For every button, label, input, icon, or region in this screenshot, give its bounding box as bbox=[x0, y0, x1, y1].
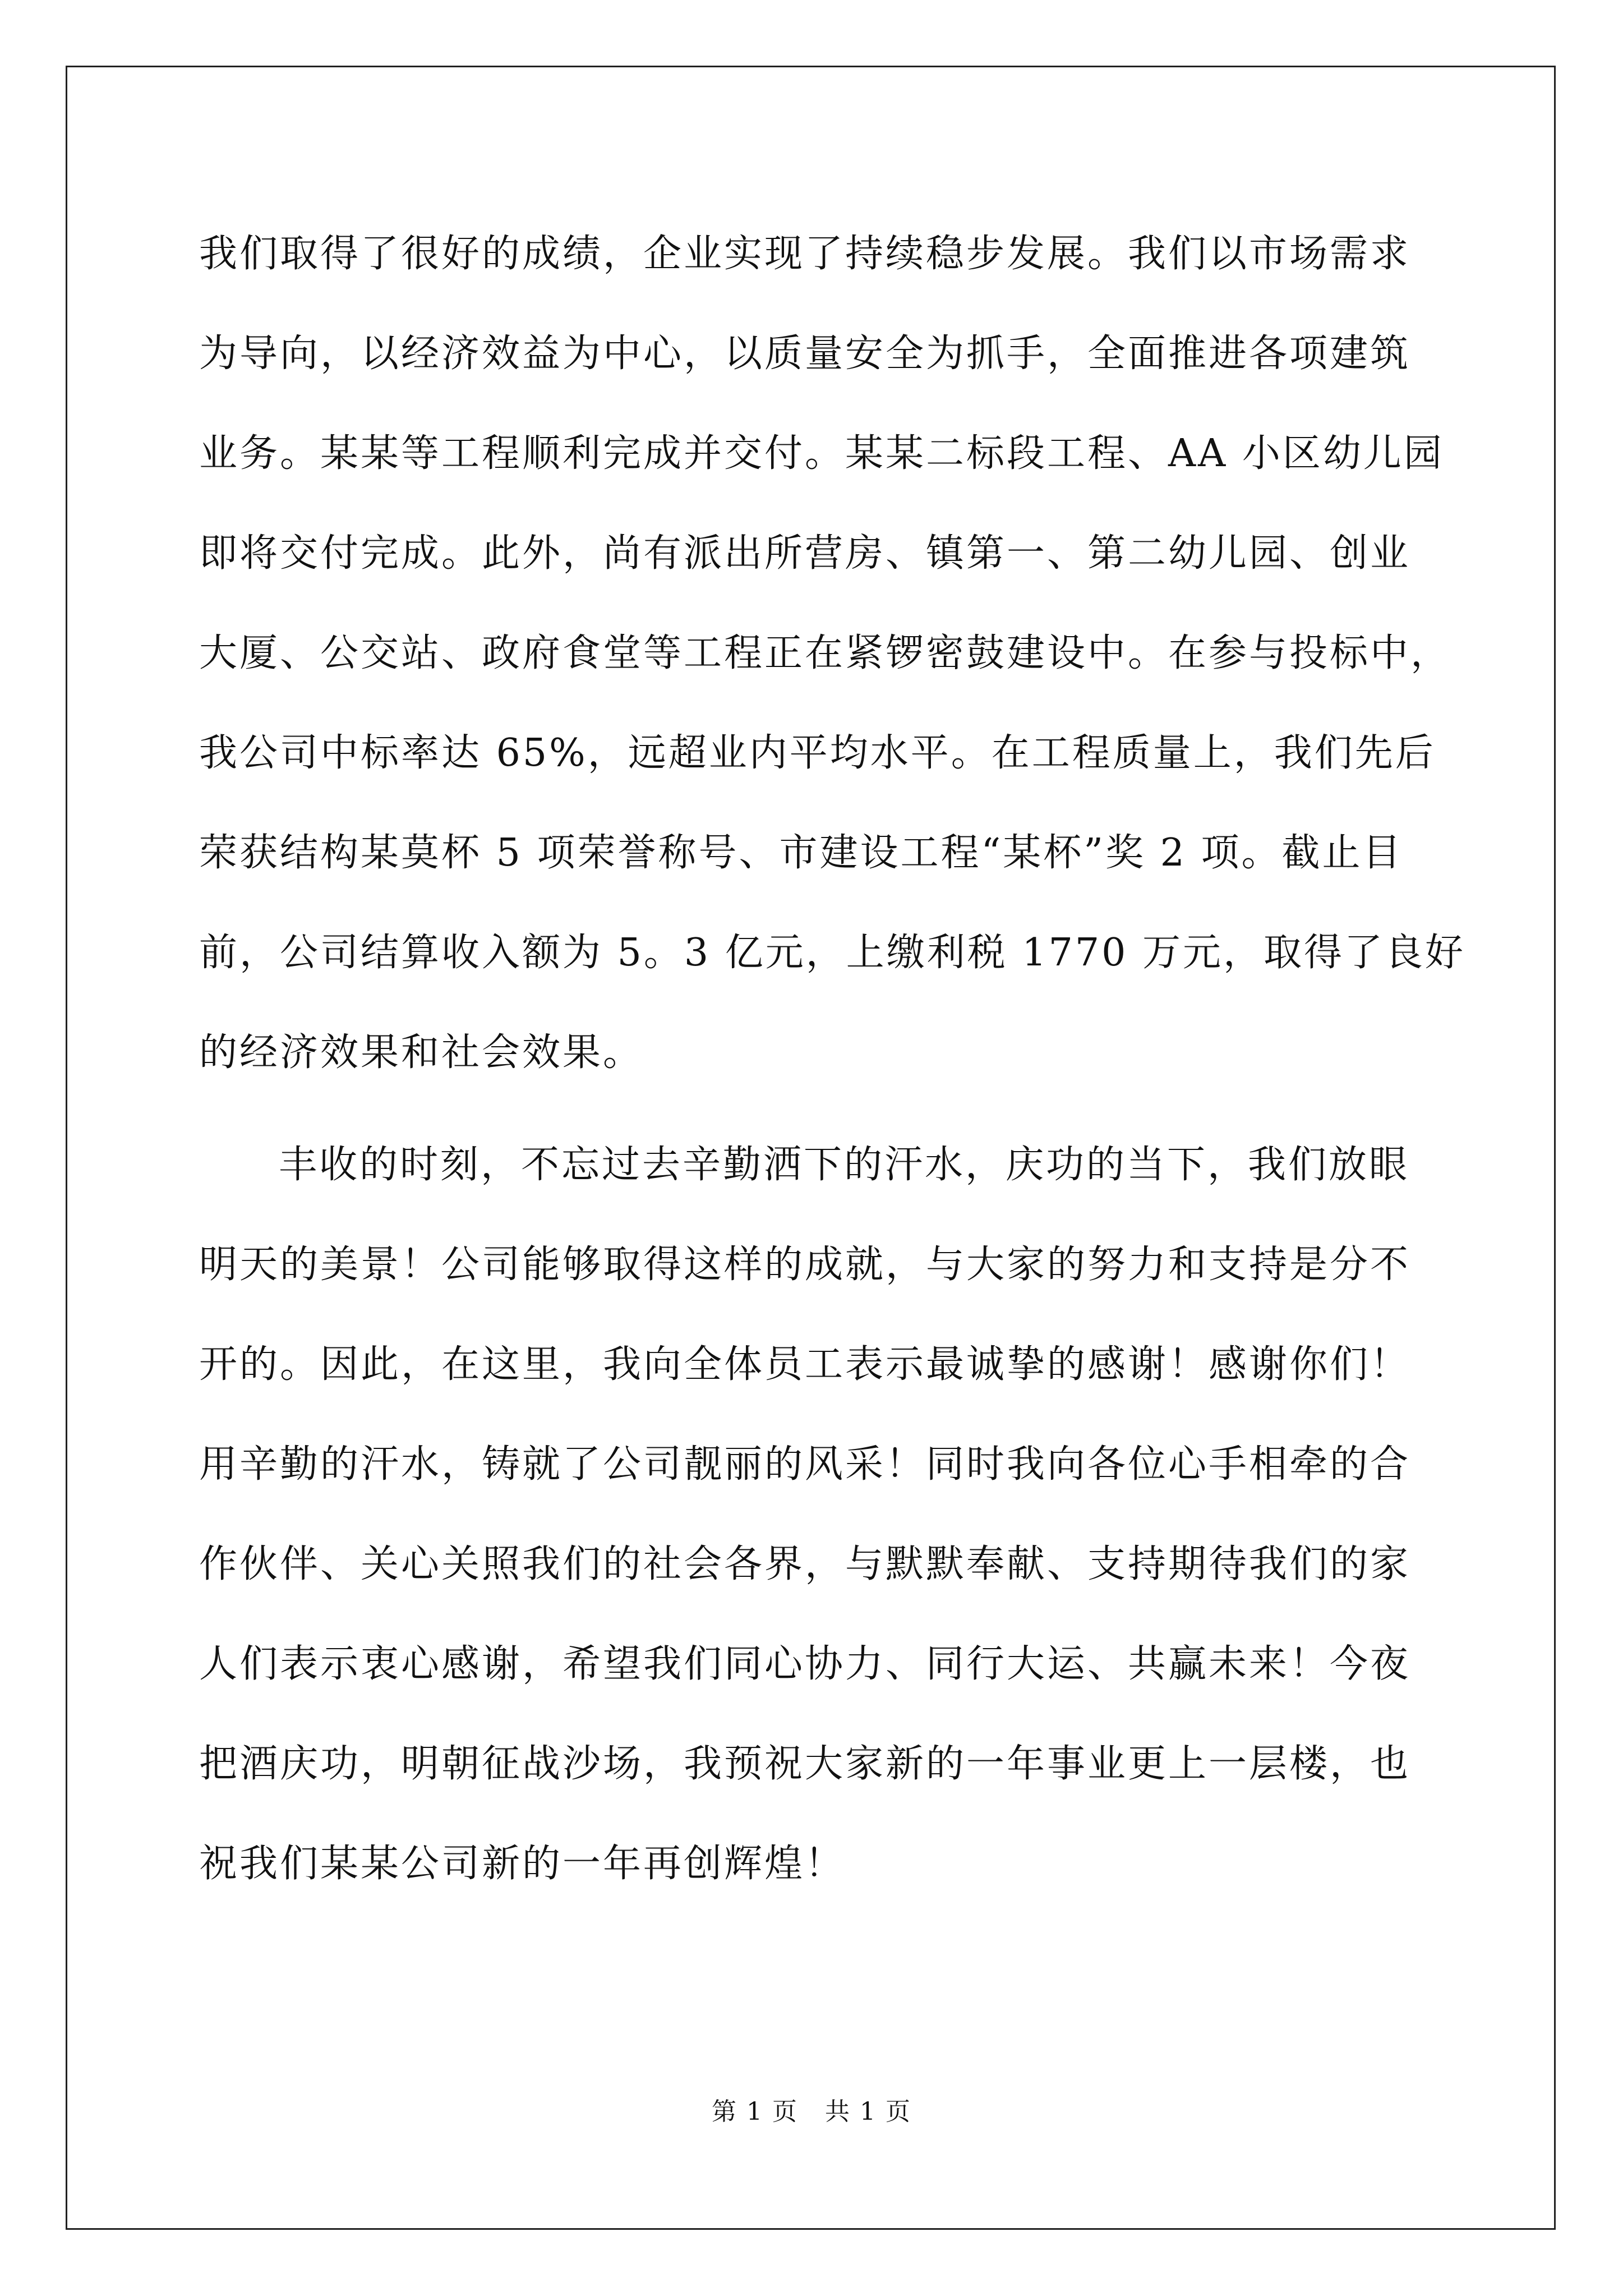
paragraph-2-line-5: 作伙伴、关心关照我们的社会各界，与默默奉献、支持期待我们的家 bbox=[199, 1542, 1411, 1586]
paragraph-1-line-9: 的经济效果和社会效果。 bbox=[199, 1030, 644, 1075]
paragraph-2-line-8: 祝我们某某公司新的一年再创辉煌！ bbox=[199, 1842, 846, 1886]
paragraph-1-line-1: 我们取得了很好的成绩，企业实现了持续稳步发展。我们以市场需求 bbox=[199, 232, 1411, 276]
paragraph-2-line-7: 把酒庆功，明朝征战沙场，我预祝大家新的一年事业更上一层楼，也 bbox=[199, 1742, 1411, 1786]
paragraph-2-line-4: 用辛勤的汗水，铸就了公司靓丽的风采！同时我向各位心手相牵的合 bbox=[199, 1442, 1411, 1487]
paragraph-2-line-6: 人们表示衷心感谢，希望我们同心协力、同行大运、共赢未来！今夜 bbox=[199, 1642, 1411, 1686]
page-number-total: 共 1 页 bbox=[825, 2097, 911, 2126]
paragraph-1-line-4: 即将交付完成。此外，尚有派出所营房、镇第一、第二幼儿园、创业 bbox=[199, 531, 1411, 576]
paragraph-1-line-8: 前，公司结算收入额为 5。3 亿元，上缴利税 1770 万元，取得了良好 bbox=[199, 931, 1466, 975]
paragraph-1-line-6: 我公司中标率达 65%，远超业内平均水平。在工程质量上，我们先后 bbox=[199, 731, 1436, 775]
paragraph-1-line-7: 荣获结构某莫杯 5 项荣誉称号、市建设工程“某杯”奖 2 项。截止目 bbox=[199, 831, 1403, 875]
paragraph-1-line-5: 大厦、公交站、政府食堂等工程正在紧锣密鼓建设中。在参与投标中， bbox=[199, 631, 1451, 675]
paragraph-1-line-2: 为导向，以经济效益为中心，以质量安全为抓手，全面推进各项建筑 bbox=[199, 332, 1411, 376]
paragraph-1-line-3: 业务。某某等工程顺利完成并交付。某某二标段工程、AA 小区幼儿园 bbox=[199, 431, 1444, 476]
page-footer bbox=[0, 2095, 1623, 2129]
paragraph-2-line-2: 明天的美景！公司能够取得这样的成就，与大家的努力和支持是分不 bbox=[199, 1243, 1411, 1287]
page-number-current: 第 1 页 bbox=[712, 2097, 798, 2126]
paragraph-2-line-1: 丰收的时刻，不忘过去辛勤洒下的汗水，庆功的当下，我们放眼 bbox=[279, 1143, 1410, 1187]
paragraph-2-line-3: 开的。因此，在这里，我向全体员工表示最诚挚的感谢！感谢你们！ bbox=[199, 1342, 1411, 1387]
